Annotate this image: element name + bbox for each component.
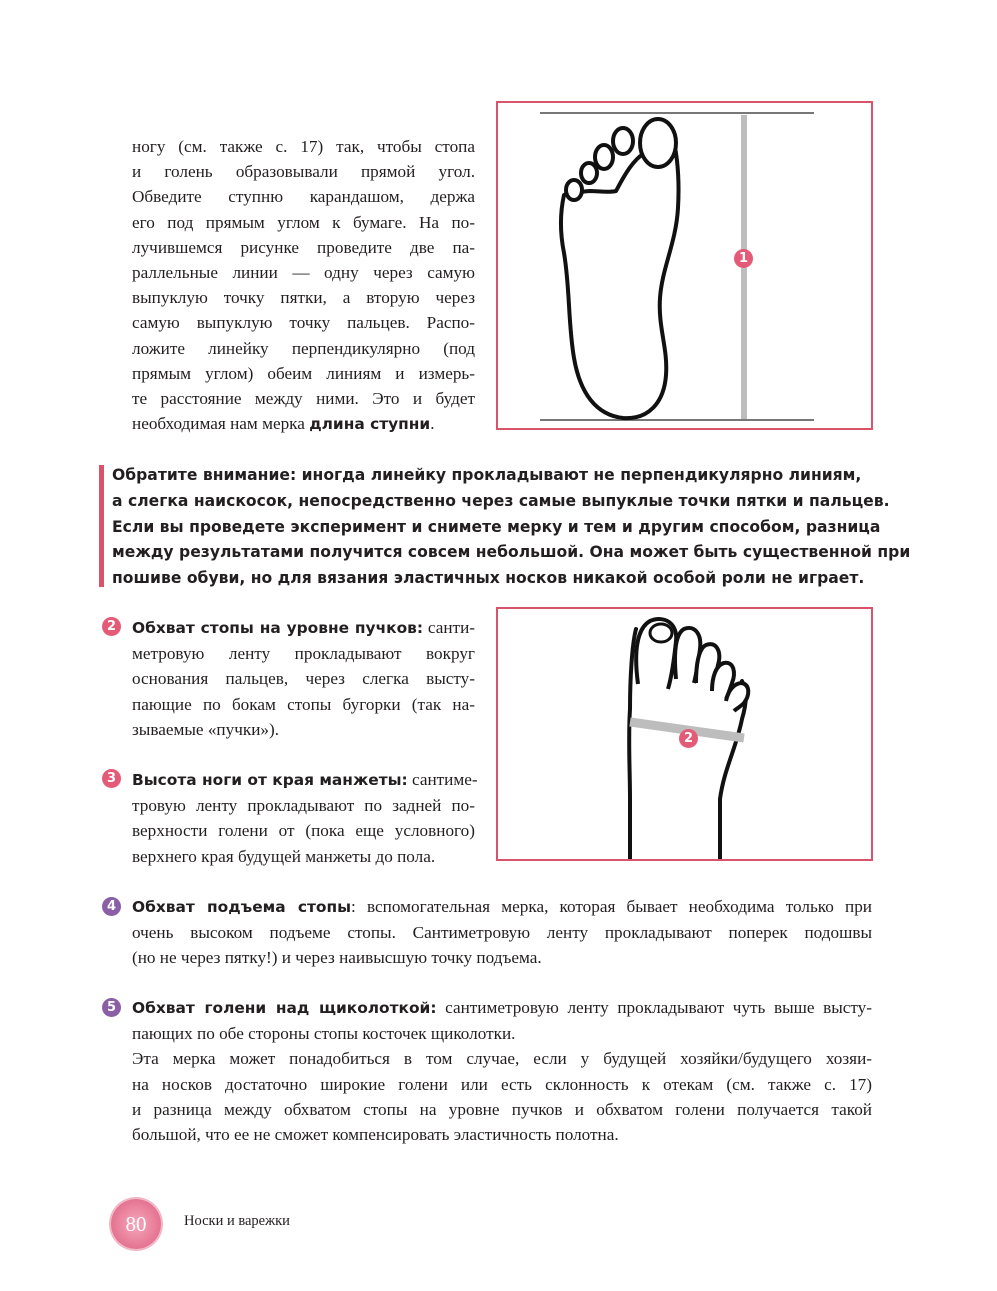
item-2-number-badge: 2 [102, 617, 121, 636]
page-number: 80 [125, 1212, 147, 1236]
item-5-line: и разница между обхватом стопы на уровне пучков и обхватом голени получается такой [132, 1099, 872, 1119]
note-accent-bar [99, 465, 104, 587]
item-4-paragraph [132, 894, 872, 971]
intro-line: те расстояние между ними. Это и будет [132, 389, 475, 409]
little-toe [566, 180, 582, 200]
intro-line: ногу (см. также с. 17) так, чтобы стопа [132, 137, 475, 156]
ball-girth-figure [496, 607, 873, 861]
item-2-line: зываемые «пучки»). [132, 719, 280, 739]
big-toenail [650, 624, 672, 642]
foot-length-term: длина ступни [309, 415, 431, 434]
foot-length-figure [496, 101, 873, 430]
intro-paragraph [132, 134, 475, 437]
item-3-title: Высота ноги от края манжеты: [132, 771, 408, 789]
intro-line: его под прямым углом к бумаге. На по- [132, 212, 475, 232]
attention-note [112, 463, 911, 592]
measure-marker-1: 1 [734, 249, 753, 268]
intro-line: выпуклую точку пятки, а вторую через [132, 288, 475, 308]
item-3-first-line [132, 767, 478, 793]
item-5-line: Эта мерка может понадобиться в том случае, если у будущей хозяйки/будущего хозяи- [132, 1049, 872, 1069]
measure-marker-2: 2 [679, 729, 698, 748]
item-3-number-badge: 3 [102, 769, 121, 788]
item-4-first-line [132, 894, 872, 920]
item-4-line: (но не через пятку!) и через наивысшую точку подъема. [132, 948, 542, 968]
item-4-number-badge: 4 [102, 897, 121, 916]
intro-last-line [132, 411, 475, 437]
item-3-line: верхнего края будущей манжеты до пола. [132, 846, 436, 866]
intro-line: Обведите ступню карандашом, держа [132, 187, 475, 207]
item-5-first-rest: сантиметровую ленту прокладывают чуть выше высту- [436, 998, 872, 1017]
item-5-number-badge: 5 [102, 998, 121, 1017]
item-4-first-rest: : вспомогательная мерка, которая бывает необходима только при [351, 897, 873, 916]
note-line: между результатами получится совсем небольшой. Она может быть существенной при [112, 543, 911, 562]
item-2-first-line [132, 615, 475, 641]
foot-sole-illustration [498, 103, 871, 428]
item-2-line: основания пальцев, через слегка высту- [132, 669, 475, 689]
second-toe [613, 128, 633, 154]
item-2-paragraph [132, 615, 475, 742]
item-3-paragraph [132, 767, 478, 869]
item-2-first-rest: санти- [423, 618, 475, 637]
item-2-title: Обхват стопы на уровне пучков: [132, 619, 424, 637]
intro-last-text: необходимая нам мерка [132, 414, 310, 434]
item-3-line: тровую ленту прокладывают по задней по- [132, 796, 475, 816]
item-5-line: пающих по обе стороны стопы косточек щиколотки. [132, 1024, 516, 1044]
item-2-line: пающие по бокам стопы бугорки (так на- [132, 694, 475, 714]
intro-last-end: . [430, 414, 435, 434]
intro-line: самую выпуклую точку пальцев. Распо- [132, 313, 475, 333]
intro-line: лучившемся рисунке проведите две па- [132, 237, 475, 257]
item-5-paragraph [132, 995, 872, 1147]
intro-line: прямым углом) обеим линиям и измерь- [132, 363, 475, 383]
item-5-title: Обхват голени над щиколоткой: [132, 999, 437, 1017]
third-toe [595, 145, 613, 169]
intro-line: ложите линейку перпендикулярно (под [132, 338, 475, 358]
item-5-first-line [132, 995, 872, 1021]
item-5-line: на носков достаточно широкие голени или есть склонность к отекам (см. также с. 17) [132, 1074, 872, 1094]
big-toe [640, 119, 676, 167]
intro-line: и голень образовывали прямой угол. [132, 162, 475, 182]
sole-outline [561, 131, 679, 418]
fourth-toe [581, 163, 597, 183]
item-3-first-rest: сантиме- [407, 770, 478, 789]
note-line: а слегка наискосок, непосредственно через самые выпуклые точки пятки и пальцев. [112, 491, 890, 510]
item-4-title: Обхват подъема стопы [132, 898, 352, 916]
page-number-badge [111, 1199, 161, 1249]
note-line: Если вы проведете эксперимент и снимете мерку и тем и другим способом, разница [112, 517, 881, 536]
item-5-line: большой, что ее не сможет компенсировать эластичность полотна. [132, 1125, 619, 1145]
item-2-line: метровую ленту прокладывают вокруг [132, 644, 475, 664]
note-line: пошиве обуви, но для вязания эластичных носков никакой особой роли не играет. [112, 569, 865, 588]
item-3-line: верхности голени от (пока еще условного) [132, 821, 475, 841]
note-line: Обратите внимание: иногда линейку прокладывают не перпендикулярно линиям, [112, 466, 862, 484]
item-4-line: очень высоком подъеме стопы. Сантиметровую ленту прокладывают поперек подошвы [132, 923, 872, 943]
book-title: Носки и варежки [184, 1213, 290, 1229]
intro-line: раллельные линии — одну через самую [132, 263, 475, 283]
